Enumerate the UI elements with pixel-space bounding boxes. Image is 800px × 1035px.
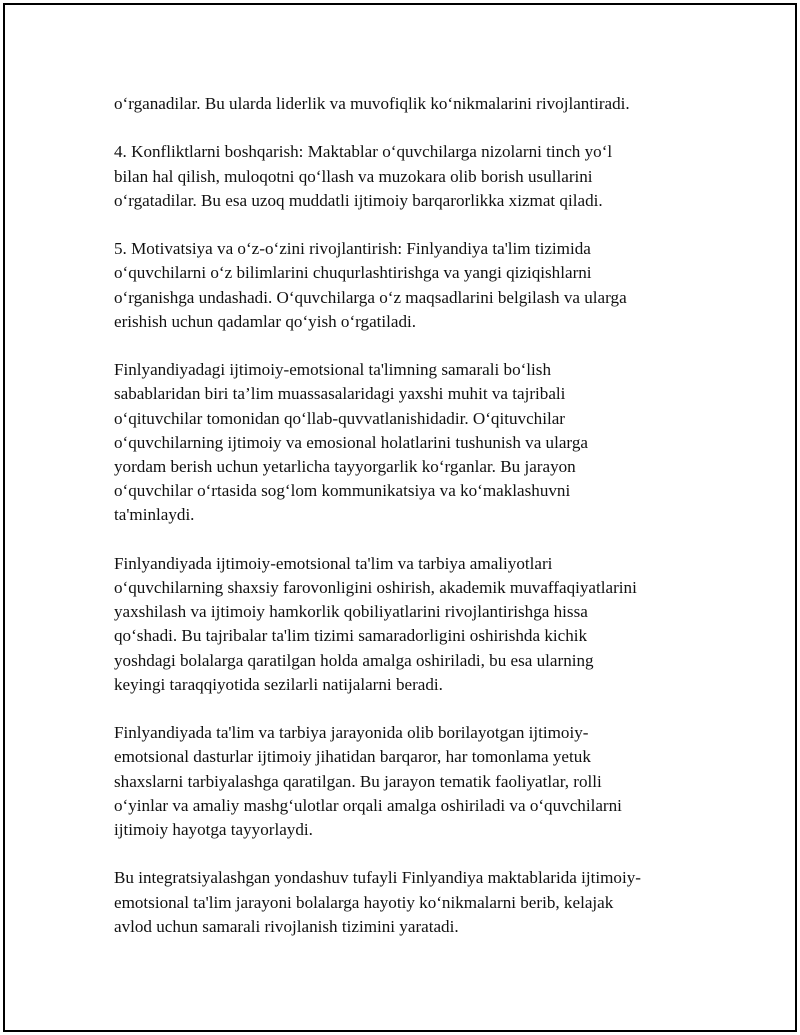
paragraph — [114, 721, 704, 842]
text-line: o‘quvchilarning shaxsiy farovonligini oshirish, akademik muvaffaqiyatlarini — [114, 578, 637, 597]
text-line: shaxslarni tarbiyalashga qaratilgan. Bu jarayon tematik faoliyatlar, rolli — [114, 771, 602, 791]
paragraph — [114, 866, 704, 939]
text-line: o‘qituvchilar tomonidan qo‘llab-quvvatlanishidadir. O‘qituvchilar — [114, 408, 565, 428]
paragraph — [114, 358, 704, 527]
text-line: emotsional ta'lim jarayoni bolalarga hayotiy ko‘nikmalarni berib, kelajak — [114, 892, 614, 912]
text-line: ta'minlaydi. — [114, 505, 195, 525]
text-line: o‘rgatadilar. Bu esa uzoq muddatli ijtimoiy barqarorlikka xizmat qiladi. — [114, 190, 603, 210]
text-line: o‘quvchilar o‘rtasida sog‘lom kommunikatsiya va ko‘maklashuvni — [114, 481, 571, 501]
text-line: yoshdagi bolalarga qaratilgan holda amalga oshiriladi, bu esa ularning — [114, 650, 594, 670]
paragraph — [114, 237, 704, 334]
text-line: ijtimoiy hayotga tayyorlaydi. — [114, 820, 313, 840]
text-line: o‘yinlar va amaliy mashg‘ulotlar orqali amalga oshiriladi va o‘quvchilarni — [114, 795, 622, 815]
text-line: qo‘shadi. Bu tajribalar ta'lim tizimi samaradorligini oshirishda kichik — [114, 626, 588, 646]
text-line: o‘quvchilarni o‘z bilimlarini chuqurlashtirishga va yangi qiziqishlarni — [114, 263, 592, 283]
text-line: avlod uchun samarali rivojlanish tizimini yaratadi. — [114, 916, 459, 936]
text-line: erishish uchun qadamlar qo‘yish o‘rgatiladi. — [114, 311, 417, 331]
text-line: yordam berish uchun yetarlicha tayyorgarlik ko‘rganlar. Bu jarayon — [114, 457, 576, 476]
text-line: Finlyandiyada ijtimoiy-emotsional ta'lim va tarbiya amaliyotlari — [114, 553, 553, 573]
text-line: o‘rganadilar. Bu ularda liderlik va muvofiqlik ko‘nikmalarini rivojlantiradi. — [114, 94, 630, 113]
document-body — [114, 92, 704, 963]
paragraph — [114, 140, 704, 213]
text-line: 5. Motivatsiya va o‘z-o‘zini rivojlantirish: Finlyandiya ta'lim tizimida — [114, 239, 591, 259]
text-line: 4. Konfliktlarni boshqarish: Maktablar o‘quvchilarga nizolarni tinch yo‘l — [114, 142, 613, 162]
text-line: sabablaridan biri ta’lim muassasalaridagi yaxshi muhit va tajribali — [114, 384, 566, 404]
text-line: Bu integratsiyalashgan yondashuv tufayli Finlyandiya maktablarida ijtimoiy- — [114, 868, 641, 888]
text-line: o‘quvchilarning ijtimoiy va emosional holatlarini tushunish va ularga — [114, 432, 588, 452]
paragraph — [114, 552, 704, 697]
text-line: o‘rganishga undashadi. O‘quvchilarga o‘z maqsadlarini belgilash va ularga — [114, 287, 627, 307]
paragraph — [114, 92, 704, 116]
text-line: Finlyandiyada ta'lim va tarbiya jarayonida olib borilayotgan ijtimoiy- — [114, 723, 589, 743]
text-line: bilan hal qilish, muloqotni qo‘llash va muzokara olib borish usullarini — [114, 166, 593, 186]
text-line: yaxshilash va ijtimoiy hamkorlik qobiliyatlarini rivojlantirishga hissa — [114, 602, 588, 622]
text-line: emotsional dasturlar ijtimoiy jihatidan barqaror, har tomonlama yetuk — [114, 747, 591, 767]
text-line: keyingi taraqqiyotida sezilarli natijalarni beradi. — [114, 674, 443, 694]
text-line: Finlyandiyadagi ijtimoiy-emotsional ta'limning samarali bo‘lish — [114, 360, 552, 380]
